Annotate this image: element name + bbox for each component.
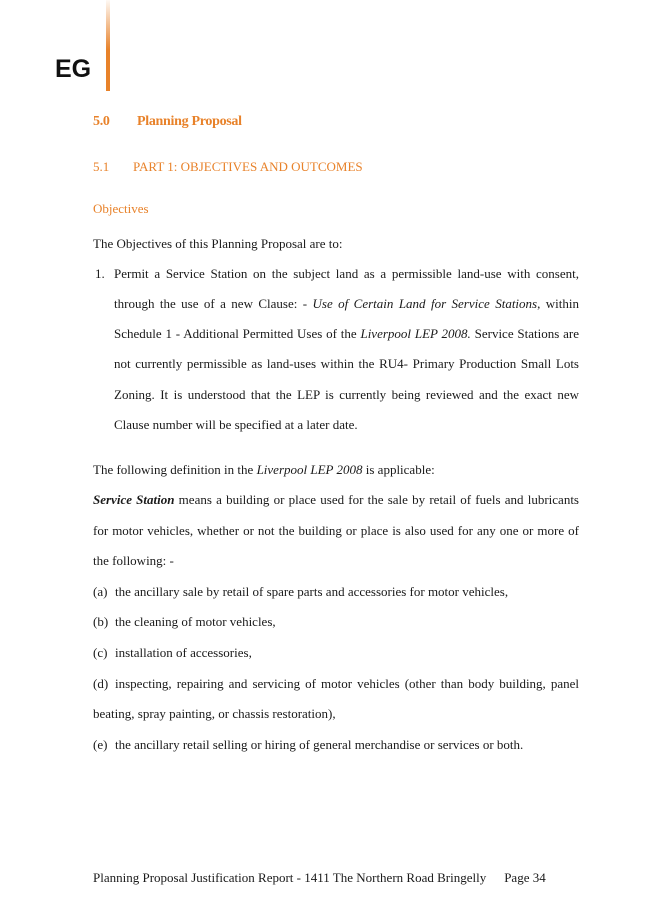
objective-1-line-6: Clause number will be specified at a later date. xyxy=(114,417,358,432)
definition-intro xyxy=(93,462,435,478)
logo-text: EG xyxy=(55,55,92,83)
list-item xyxy=(93,614,276,630)
objectives-subheading: Objectives xyxy=(93,201,149,216)
definition-line-3: the following: - xyxy=(93,553,174,568)
list-item-label: (a) xyxy=(93,584,108,599)
clause-name: Use of Certain Land for Service Stations xyxy=(312,296,538,311)
text-run: , within xyxy=(537,296,579,311)
section-heading-title: Planning Proposal xyxy=(137,114,242,129)
list-item-continuation xyxy=(93,706,336,722)
section-heading-number: 5.0 xyxy=(93,114,110,129)
list-item-text: installation of accessories, xyxy=(115,645,252,660)
list-item xyxy=(93,737,523,753)
objective-1-line-3 xyxy=(114,326,579,342)
defined-term: Service Station xyxy=(93,492,175,507)
objective-1-line-1: Permit a Service Station on the subject land as a permissible land-use with consent, xyxy=(114,266,579,281)
subsection-heading-title: PART 1: OBJECTIVES AND OUTCOMES xyxy=(133,159,363,174)
list-item-text: the cleaning of motor vehicles, xyxy=(115,614,276,629)
list-item-label: (b) xyxy=(93,614,109,629)
list-item xyxy=(93,584,508,600)
definition-line-2: for motor vehicles, whether or not the building or place is also used for any one or more of xyxy=(93,523,579,538)
list-item-text: inspecting, repairing and servicing of motor vehicles (other than body building, panel xyxy=(115,676,579,691)
logo-accent-bar xyxy=(106,0,110,91)
list-item xyxy=(93,676,579,692)
list-item-text: beating, spray painting, or chassis restoration), xyxy=(93,706,336,721)
objective-1-number: 1. xyxy=(95,266,105,281)
objectives-intro: The Objectives of this Planning Proposal are to: xyxy=(93,236,343,251)
objective-1-line-2 xyxy=(114,296,579,312)
definition-line-1 xyxy=(93,492,579,508)
list-item-text: the ancillary sale by retail of spare parts and accessories for motor vehicles, xyxy=(115,584,509,599)
text-run: Service Stations are xyxy=(470,326,580,341)
objective-1-line-4: not currently permissible as land-uses within the RU4- Primary Production Small Lots xyxy=(114,356,579,371)
list-item-label: (c) xyxy=(93,645,108,660)
list-item xyxy=(93,645,252,661)
text-run: means a building or place used for the sale by retail of fuels and lubricants xyxy=(174,492,579,507)
subsection-heading xyxy=(93,159,363,175)
list-item-label: (e) xyxy=(93,737,108,752)
list-item-text: the ancillary retail selling or hiring of general merchandise or services or both. xyxy=(115,737,524,752)
lep-name: Liverpool LEP 2008. xyxy=(360,326,471,341)
text-run: through the use of a new Clause: - xyxy=(114,296,313,311)
subsection-heading-number: 5.1 xyxy=(93,159,110,174)
section-heading xyxy=(93,114,242,130)
text-run: Schedule 1 - Additional Permitted Uses of the xyxy=(114,326,361,341)
list-item-label: (d) xyxy=(93,676,109,691)
page-number: Page 34 xyxy=(504,870,546,885)
objective-1-line-5: Zoning. It is understood that the LEP is currently being reviewed and the exact new xyxy=(114,387,579,402)
text-run: The following definition in the xyxy=(93,462,257,477)
text-run: is applicable: xyxy=(362,462,435,477)
lep-name: Liverpool LEP 2008 xyxy=(256,462,363,477)
page-footer xyxy=(93,870,546,886)
footer-title: Planning Proposal Justification Report - 1411 The Northern Road Bringelly xyxy=(93,870,487,885)
